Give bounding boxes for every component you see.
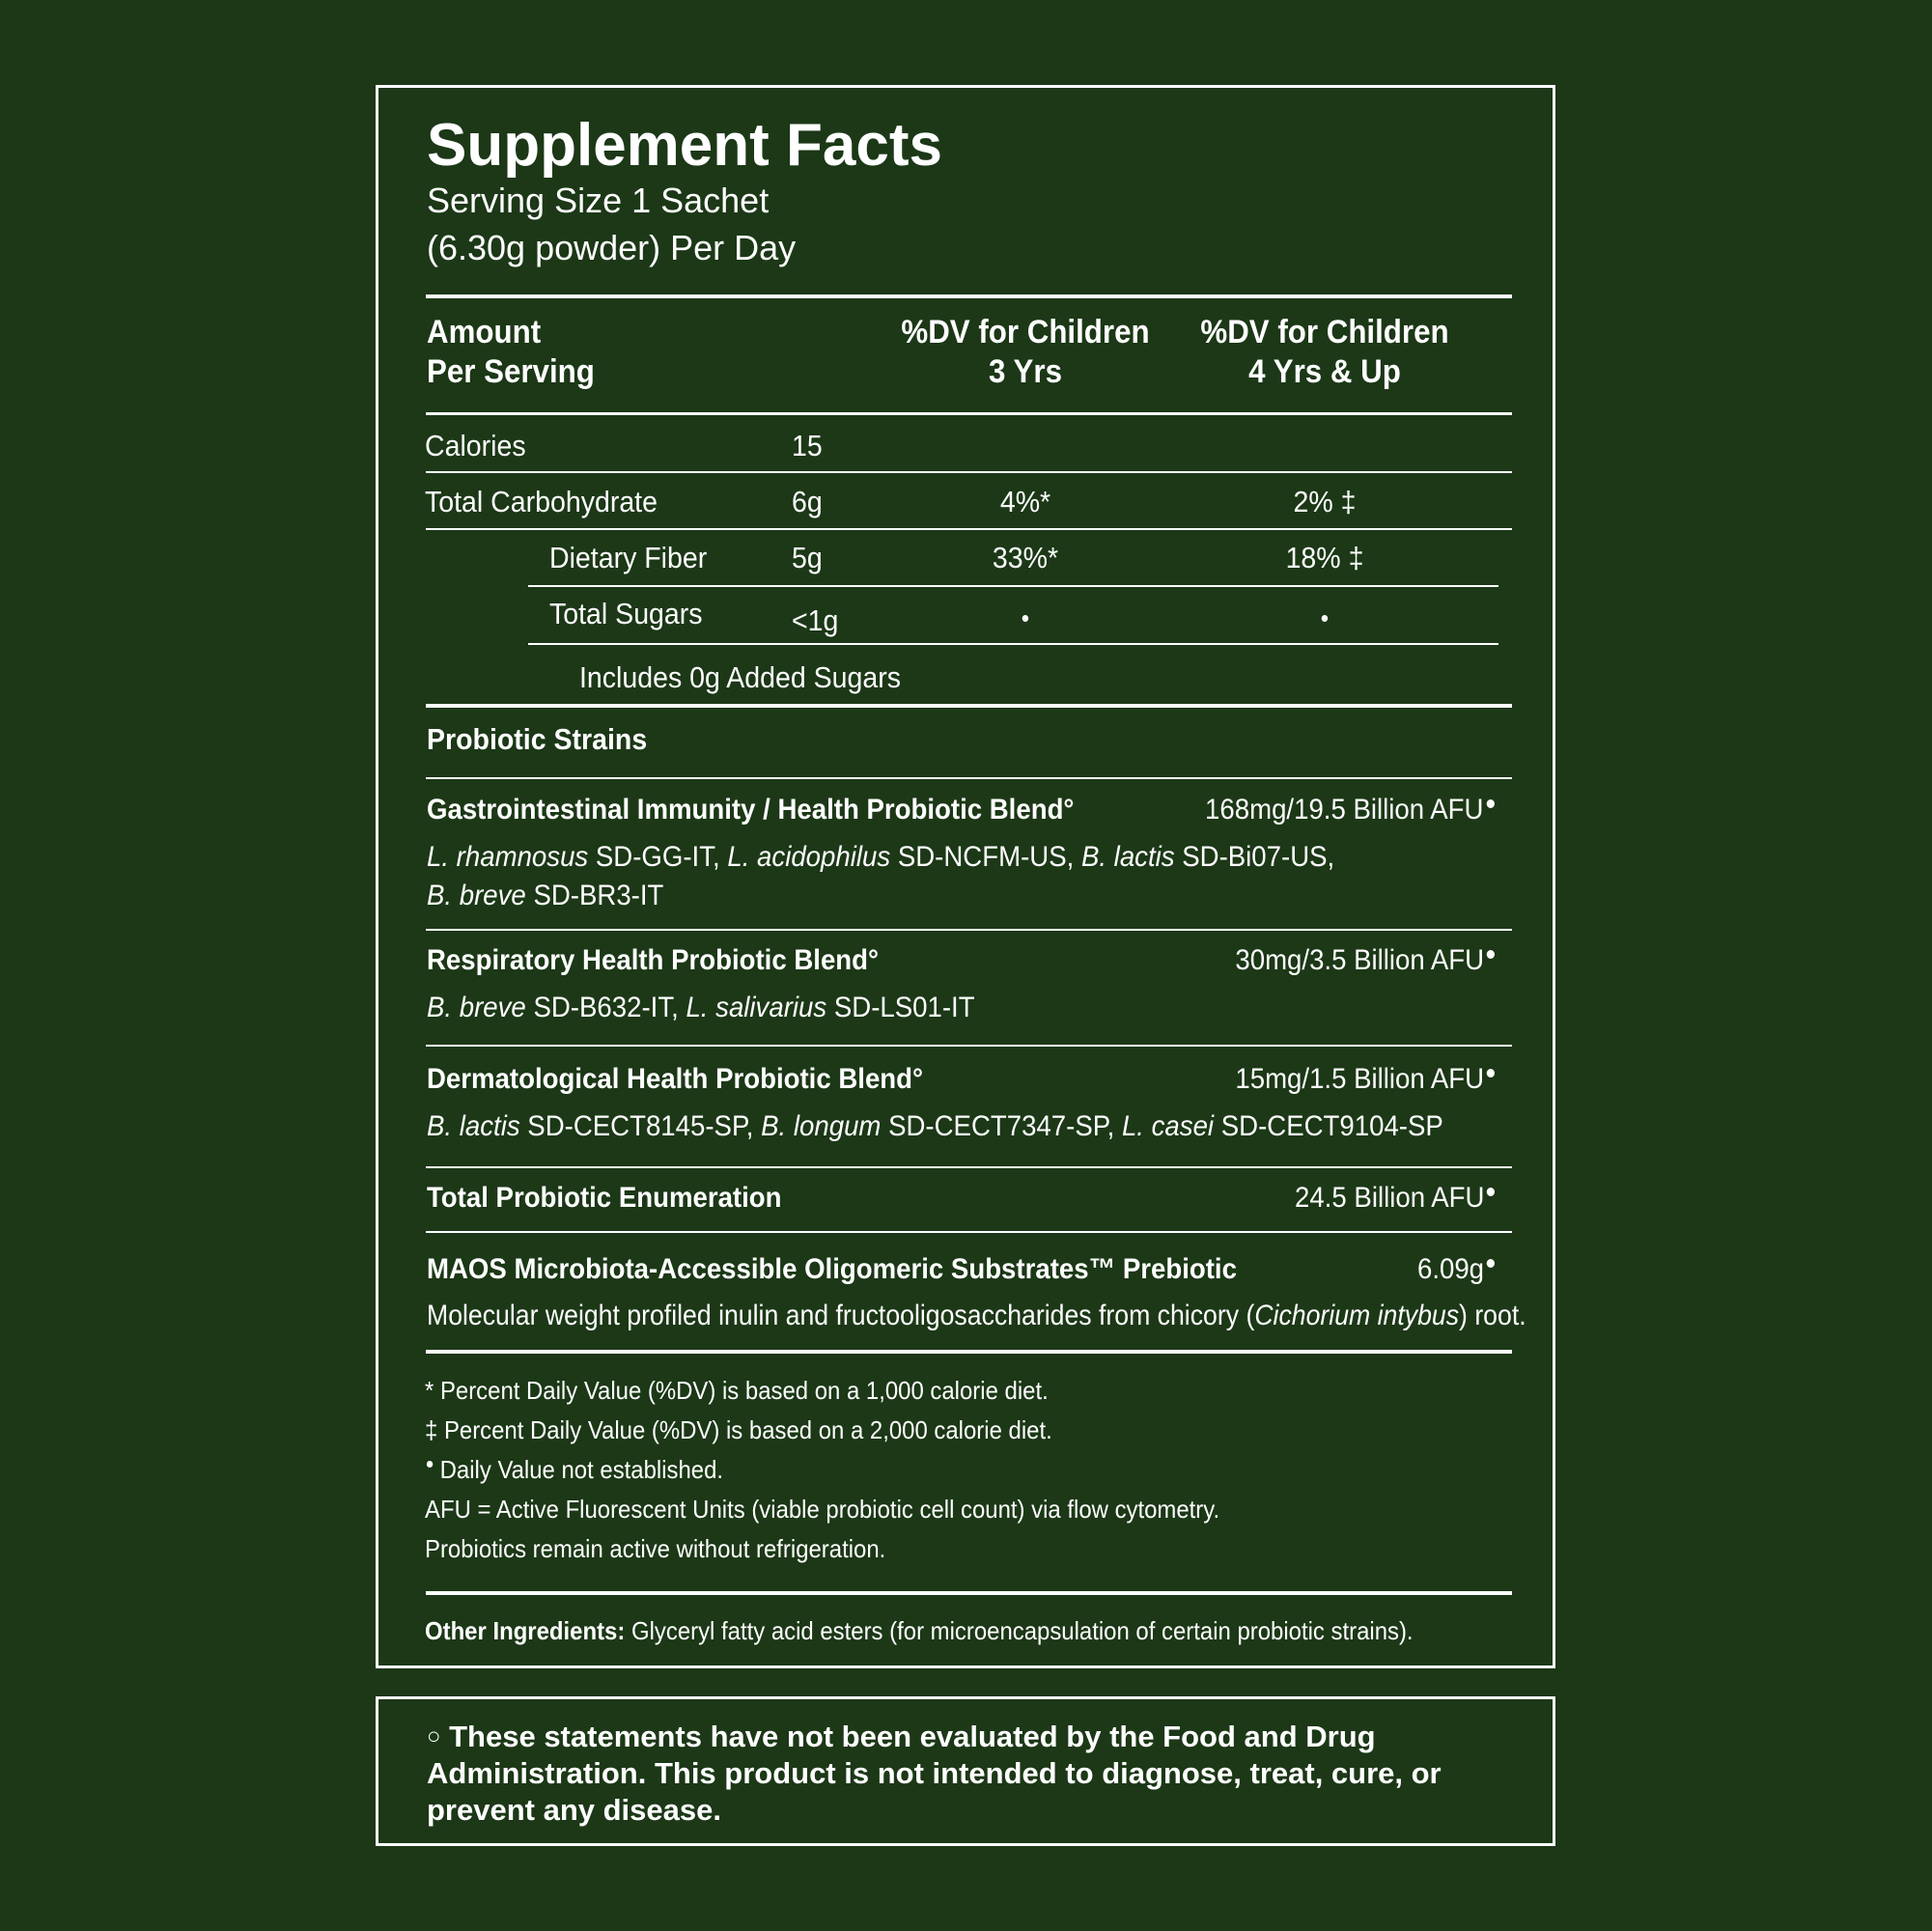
dv-4yrs-dietary-fiber: 18% ‡	[1285, 541, 1364, 574]
prebiotic-amount-text: 6.09g	[1416, 1253, 1484, 1285]
divider	[426, 528, 1512, 530]
nutrient-name-total-sugars: Total Sugars	[549, 597, 703, 630]
strains-line	[427, 989, 975, 1027]
dv-3yrs-dietary-fiber: 33%*	[992, 541, 1059, 574]
footnote-refrigeration: Probiotics remain active without refrigeration.	[425, 1534, 886, 1563]
other-ingredients	[425, 1616, 1414, 1646]
disclaimer-body: These statements have not been evaluated by the Food and Drug Administration. This product is not intended to diagnose, treat, cure, or prevent any disease.	[427, 1720, 1442, 1827]
blend-name-dermatological: Dermatological Health Probiotic Blend°	[427, 1063, 924, 1095]
nutrient-added-sugars: Includes 0g Added Sugars	[579, 660, 901, 694]
strains-line	[427, 838, 1334, 877]
footnote-dot	[1487, 1188, 1495, 1196]
dv-4yrs-header-line1: %DV for Children	[1200, 314, 1449, 350]
strain-species: L. salivarius	[686, 992, 827, 1023]
nutrient-name-dietary-fiber: Dietary Fiber	[549, 541, 708, 574]
strain-code: SD-Bi07-US,	[1174, 841, 1335, 873]
strain-code: SD-B632-IT,	[525, 992, 686, 1023]
prebiotic-amount	[1417, 1253, 1495, 1286]
strain-species: B. lactis	[427, 1110, 520, 1142]
strain-code: SD-BR3-IT	[525, 880, 664, 911]
strain-species: B. lactis	[1080, 841, 1175, 873]
footnote-percent-2000: ‡ Percent Daily Value (%DV) is based on a 2,000 calorie diet.	[425, 1415, 1052, 1444]
strain-species: B. breve	[427, 992, 526, 1023]
blend-name-gastrointestinal: Gastrointestinal Immunity / Health Probiotic Blend°	[427, 794, 1075, 826]
disclaimer-symbol: ○	[427, 1723, 441, 1749]
dv-4yrs-header-line2: 4 Yrs & Up	[1248, 353, 1401, 390]
nutrient-amount-total-sugars: <1g	[792, 603, 839, 637]
supplement-facts-panel	[376, 85, 1555, 1668]
footnote-dv-not-established	[425, 1455, 723, 1485]
blend-strains-dermatological	[427, 1107, 1443, 1146]
divider	[528, 585, 1498, 587]
strain-code: SD-NCFM-US,	[890, 841, 1081, 873]
blend-amount-text: 168mg/19.5 Billion AFU	[1205, 794, 1484, 826]
blend-amount-respiratory	[1235, 944, 1495, 977]
panel-title: Supplement Facts	[427, 112, 942, 179]
blend-strains-gastrointestinal	[427, 838, 1334, 915]
strain-species: L. casei	[1121, 1110, 1215, 1142]
other-ingredients-text: Glyceryl fatty acid esters (for microencapsulation of certain probiotic strains).	[625, 1616, 1414, 1645]
divider	[426, 294, 1512, 298]
blend-amount-text: 30mg/3.5 Billion AFU	[1235, 944, 1484, 976]
total-enumeration-label: Total Probiotic Enumeration	[427, 1182, 782, 1214]
prebiotic-name: MAOS Microbiota-Accessible Oligomeric Substrates™ Prebiotic	[427, 1253, 1237, 1285]
footnote-percent-1000: * Percent Daily Value (%DV) is based on a 1,000 calorie diet.	[425, 1376, 1049, 1405]
nutrient-amount-calories: 15	[792, 429, 823, 462]
footnote-dot	[1487, 1259, 1495, 1268]
divider	[426, 929, 1512, 931]
prebiotic-desc-species: Cichorium intybus	[1254, 1300, 1460, 1331]
strain-species: B. longum	[761, 1110, 882, 1142]
footnote-dot	[1487, 950, 1495, 959]
prebiotic-desc-post: ) root.	[1459, 1300, 1526, 1331]
footnote-text: Daily Value not established.	[439, 1455, 724, 1484]
dv-4yrs-total-carbohydrate: 2% ‡	[1293, 485, 1357, 518]
fda-disclaimer-text	[427, 1719, 1489, 1829]
dv-3yrs-total-sugars: •	[1021, 603, 1030, 632]
blend-amount-gastrointestinal	[1206, 794, 1495, 826]
strain-code: SD-LS01-IT	[826, 992, 975, 1023]
footnote-afu-definition: AFU = Active Fluorescent Units (viable probiotic cell count) via flow cytometry.	[425, 1495, 1220, 1524]
dv-3yrs-header	[892, 313, 1159, 392]
total-enumeration-text: 24.5 Billion AFU	[1294, 1182, 1484, 1214]
total-enumeration-amount	[1295, 1182, 1495, 1215]
divider	[528, 643, 1498, 645]
divider	[426, 1166, 1512, 1168]
nutrient-amount-dietary-fiber: 5g	[792, 541, 823, 574]
blend-strains-respiratory	[427, 989, 975, 1027]
divider	[426, 704, 1512, 708]
strains-line	[427, 877, 1334, 915]
dv-3yrs-header-line2: 3 Yrs	[989, 353, 1062, 390]
footnote-dot	[427, 1461, 433, 1468]
nutrient-amount-total-carbohydrate: 6g	[792, 485, 823, 518]
divider	[426, 777, 1512, 779]
amount-header-line2: Per Serving	[427, 353, 595, 390]
strain-code: SD-CECT7347-SP,	[881, 1110, 1122, 1142]
probiotic-strains-heading: Probiotic Strains	[427, 722, 648, 756]
blend-amount-text: 15mg/1.5 Billion AFU	[1235, 1063, 1484, 1095]
divider	[426, 1231, 1512, 1233]
strains-line	[427, 1107, 1443, 1146]
dv-4yrs-total-sugars: •	[1320, 603, 1330, 632]
divider	[426, 1350, 1512, 1354]
divider	[426, 1045, 1512, 1047]
divider	[426, 1591, 1512, 1595]
strain-species: B. breve	[427, 880, 526, 911]
strain-code: SD-CECT9104-SP	[1214, 1110, 1443, 1142]
footnote-dot	[1487, 799, 1495, 808]
strain-code: SD-CECT8145-SP,	[519, 1110, 762, 1142]
blend-name-respiratory: Respiratory Health Probiotic Blend°	[427, 944, 880, 976]
other-ingredients-label: Other Ingredients:	[425, 1616, 626, 1645]
nutrient-name-total-carbohydrate: Total Carbohydrate	[425, 485, 658, 518]
dv-4yrs-header	[1191, 313, 1458, 392]
nutrient-name-calories: Calories	[425, 429, 526, 462]
dv-3yrs-header-line1: %DV for Children	[901, 314, 1150, 350]
amount-header-line1: Amount	[427, 314, 542, 350]
prebiotic-description	[427, 1297, 1526, 1335]
strain-code: SD-GG-IT,	[588, 841, 728, 873]
strain-species: L. rhamnosus	[427, 841, 589, 873]
amount-header	[427, 313, 595, 392]
dv-3yrs-total-carbohydrate: 4%*	[999, 485, 1051, 518]
serving-size-line1: Serving Size 1 Sachet	[427, 181, 770, 220]
blend-amount-dermatological	[1235, 1063, 1495, 1096]
strain-species: L. acidophilus	[727, 841, 891, 873]
fda-disclaimer-box	[376, 1696, 1555, 1846]
footnote-dot	[1487, 1069, 1495, 1077]
serving-size-line2: (6.30g powder) Per Day	[427, 228, 797, 267]
prebiotic-desc-pre: Molecular weight profiled inulin and fructooligosaccharides from chicory (	[427, 1300, 1255, 1331]
divider	[426, 471, 1512, 473]
divider	[426, 412, 1512, 415]
